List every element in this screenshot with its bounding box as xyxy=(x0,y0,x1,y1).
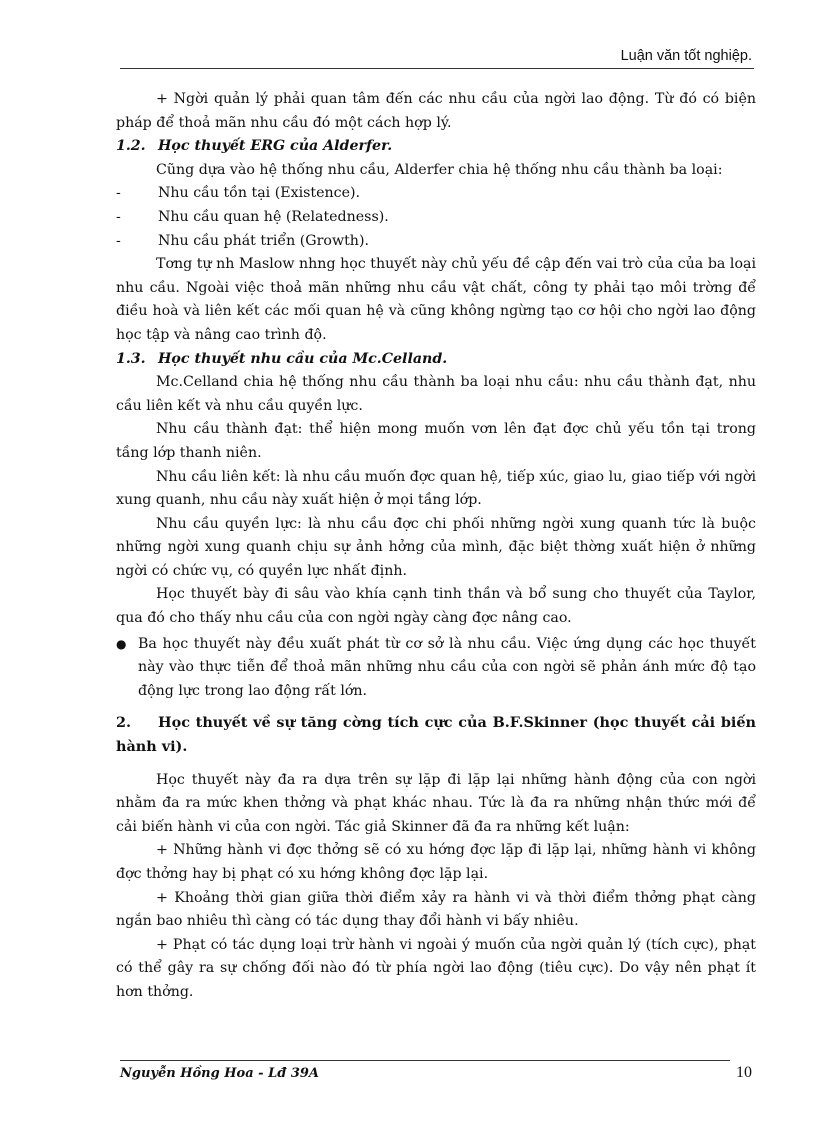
page-number: 10 xyxy=(736,1064,752,1081)
paragraph-skinner-intro: Học thuyết này đa ra dựa trên sự lặp đi lặp lại những hành động của con ngời nhằm đa ra mức khen thởng và phạt khác nhau. Tức là đa ra những nhận thức mới để cải biến hành vi của con ngời. Tác giả Skinner đã đa ra những kết luận: xyxy=(116,771,756,835)
paragraph-power: Nhu cầu quyền lực: là nhu cầu đợc chi phối những ngời xung quanh tức là buộc những ngời xung quanh chịu sự ảnh hởng của mình, đặc biệt thờng xuất hiện ở những ngời có chức vụ, có quyền lực nhất định. xyxy=(116,515,756,579)
bullet-item xyxy=(116,633,756,704)
paragraph-conclusion-1: + Những hành vi đợc thởng sẽ có xu hớng đợc lặp đi lặp lại, những hành vi không đợc thởng hay bị phạt có xu hớng không đợc lặp lại. xyxy=(116,842,756,882)
dash-marker: - xyxy=(116,185,121,202)
header-title: Luận văn tốt nghiệp. xyxy=(620,48,752,64)
list-item-text: Nhu cầu tồn tại (Existence). xyxy=(158,185,361,202)
dash-marker: - xyxy=(116,232,121,249)
bullet-text: Ba học thuyết này đều xuất phát từ cơ sở là nhu cầu. Việc ứng dụng các học thuyết này vào thực tiễn để thoả mãn những nhu cầu của con ngời sẽ phản ánh mức độ tạo động lực trong lao động rất lớn. xyxy=(138,635,756,699)
header-divider xyxy=(120,68,754,69)
dash-marker: - xyxy=(116,208,121,225)
list-item-text: Nhu cầu phát triển (Growth). xyxy=(158,232,369,249)
footer-author: Nguyễn Hồng Hoa - Lđ 39A xyxy=(120,1066,320,1081)
heading-number: 1.3. xyxy=(116,350,146,367)
list-item xyxy=(116,230,756,254)
heading-text: Học thuyết nhu cầu của Mc.Celland. xyxy=(158,350,448,367)
heading-mcclelland xyxy=(116,348,756,372)
heading-skinner xyxy=(116,711,756,758)
heading-erg xyxy=(116,135,756,159)
paragraph-erg-comparison: Tơng tự nh Maslow nhng học thuyết này chủ yếu đề cập đến vai trò của của ba loại nhu cầu. Ngoài việc thoả mãn những nhu cầu vật chất, công ty phải tạo môi trờng để điều hoà và liên kết các mối quan hệ và cũng không ngừng tạo cơ hội cho ngời lao động học tập và nâng cao trình độ. xyxy=(116,256,756,343)
heading-number: 1.2. xyxy=(116,138,146,155)
footer-divider xyxy=(120,1060,730,1061)
bullet-icon: ● xyxy=(116,636,127,651)
page-body xyxy=(116,88,756,1005)
paragraph-conclusion-3: + Phạt có tác dụng loại trừ hành vi ngoài ý muốn của ngời quản lý (tích cực), phạt có thể gây ra sự chống đối nào đó từ phía ngời lao động (tiêu cực). Do vậy nên phạt ít hơn thởng. xyxy=(116,936,756,1000)
paragraph-achievement: Nhu cầu thành đạt: thể hiện mong muốn vơn lên đạt đợc chủ yếu tồn tại trong tầng lớp thanh niên. xyxy=(116,421,756,461)
paragraph-affiliation: Nhu cầu liên kết: là nhu cầu muốn đợc quan hệ, tiếp xúc, giao lu, giao tiếp với ngời xung quanh, nhu cầu này xuất hiện ở mọi tầng lớp. xyxy=(116,468,756,509)
list-item xyxy=(116,206,756,230)
heading-text: Học thuyết về sự tăng cờng tích cực của B.F.Skinner (học thuyết cải biến hành vi). xyxy=(116,714,756,756)
paragraph-manager-needs: + Ngời quản lý phải quan tâm đến các nhu cầu của ngời lao động. Từ đó có biện pháp để thoả mãn nhu cầu đó một cách hợp lý. xyxy=(116,91,756,131)
paragraph-summary: Học thuyết bày đi sâu vào khía cạnh tinh thần và bổ sung cho thuyết của Taylor, qua đó cho thấy nhu cầu của con ngời ngày càng đợc nâng cao. xyxy=(116,586,756,627)
heading-text: Học thuyết ERG của Alderfer. xyxy=(158,138,393,155)
paragraph-conclusion-2: + Khoảng thời gian giữa thời điểm xảy ra hành vi và thời điểm thởng phạt càng ngắn bao nhiêu thì càng có tác dụng thay đổi hành vi bấy nhiêu. xyxy=(116,889,756,930)
heading-number: 2. xyxy=(116,714,132,732)
paragraph-alderfer-intro: Cũng dựa vào hệ thống nhu cầu, Alderfer chia hệ thống nhu cầu thành ba loại: xyxy=(156,161,723,178)
list-item xyxy=(116,182,756,206)
paragraph-mcclelland-intro: Mc.Celland chia hệ thống nhu cầu thành ba loại nhu cầu: nhu cầu thành đạt, nhu cầu liên kết và nhu cầu quyền lực. xyxy=(116,374,756,414)
list-item-text: Nhu cầu quan hệ (Relatedness). xyxy=(158,208,389,225)
